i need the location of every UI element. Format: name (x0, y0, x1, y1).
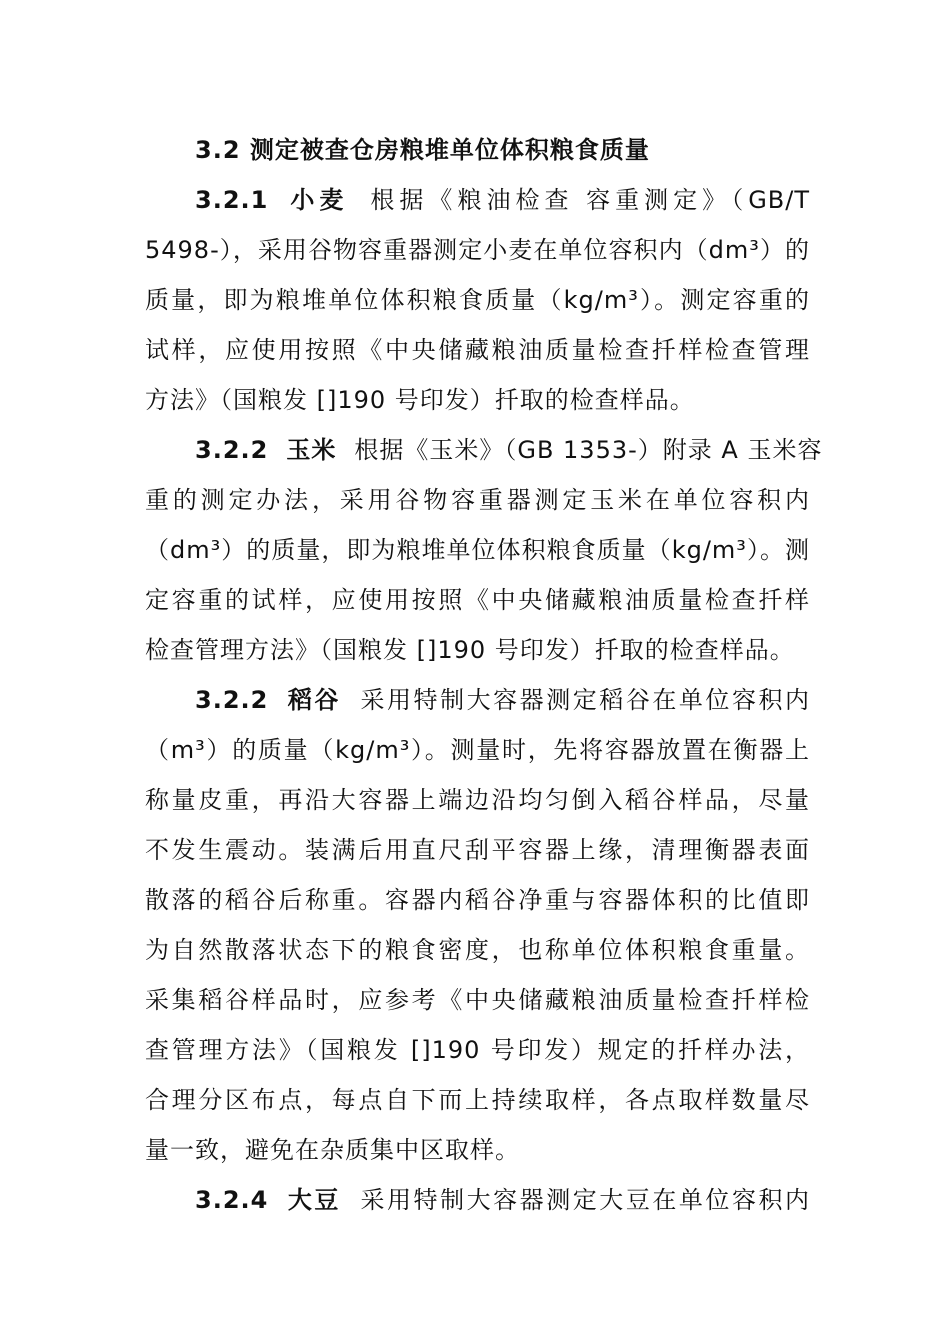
soybean-title: 大豆 (286, 1186, 341, 1214)
paragraph-rice-line-8: 查管理方法》（国粮发 []190 号印发）规定的扦样办法， (145, 1036, 810, 1064)
rice-text-1: 采用特制大容器测定稻谷在单位容积内 (358, 686, 811, 714)
paragraph-rice-line-1 (195, 680, 810, 720)
section-heading: 3.2 测定被查仓房粮堆单位体积粮食质量 (195, 136, 650, 164)
paragraph-corn-line-1 (195, 430, 823, 470)
paragraph-rice-line-5: 散落的稻谷后称重。容器内稻谷净重与容器体积的比值即 (145, 886, 810, 914)
soybean-number: 3.2.4 (195, 1186, 269, 1214)
wheat-text-1: 根据《粮油检查 容重测定》（GB/T (366, 186, 811, 214)
corn-text-1: 根据《玉米》（GB 1353-）附录 A 玉米容 (354, 436, 823, 464)
soybean-text-1: 采用特制大容器测定大豆在单位容积内 (358, 1186, 811, 1214)
rice-number: 3.2.2 (195, 686, 269, 714)
wheat-title: 小麦 (286, 186, 349, 214)
paragraph-corn-line-3: （dm³）的质量，即为粮堆单位体积粮食质量（kg/m³）。测 (145, 536, 810, 564)
paragraph-rice-line-2: （m³）的质量（kg/m³）。测量时，先将容器放置在衡器上 (145, 736, 810, 764)
paragraph-rice-line-9: 合理分区布点，每点自下而上持续取样，各点取样数量尽 (145, 1086, 810, 1114)
paragraph-rice-line-4: 不发生震动。装满后用直尺刮平容器上缘，清理衡器表面 (145, 836, 810, 864)
paragraph-rice-line-3: 称量皮重，再沿大容器上端边沿均匀倒入稻谷样品，尽量 (145, 786, 810, 814)
paragraph-soybean-line-1 (195, 1180, 810, 1220)
corn-title: 玉米 (286, 436, 337, 464)
corn-number: 3.2.2 (195, 436, 269, 464)
paragraph-corn-line-2: 重的测定办法，采用谷物容重器测定玉米在单位容积内 (145, 486, 810, 514)
paragraph-rice-line-7: 采集稻谷样品时，应参考《中央储藏粮油质量检查扦样检 (145, 986, 810, 1014)
paragraph-rice-line-6: 为自然散落状态下的粮食密度，也称单位体积粮食重量。 (145, 936, 810, 964)
paragraph-corn-line-4: 定容重的试样，应使用按照《中央储藏粮油质量检查扦样 (145, 586, 810, 614)
paragraph-corn-line-5: 检查管理方法》（国粮发 []190 号印发）扦取的检查样品。 (145, 636, 795, 664)
wheat-number: 3.2.1 (195, 186, 269, 214)
paragraph-wheat-line-2: 5498-），采用谷物容重器测定小麦在单位容积内（dm³）的 (145, 236, 810, 264)
paragraph-wheat-line-5: 方法》（国粮发 []190 号印发）扦取的检查样品。 (145, 386, 695, 414)
paragraph-wheat-line-3: 质量，即为粮堆单位体积粮食质量（kg/m³）。测定容重的 (145, 286, 810, 314)
rice-title: 稻谷 (286, 686, 341, 714)
paragraph-wheat-line-4: 试样，应使用按照《中央储藏粮油质量检查扦样检查管理 (145, 336, 810, 364)
paragraph-wheat-line-1 (195, 180, 810, 220)
paragraph-rice-line-10: 量一致，避免在杂质集中区取样。 (145, 1136, 520, 1164)
